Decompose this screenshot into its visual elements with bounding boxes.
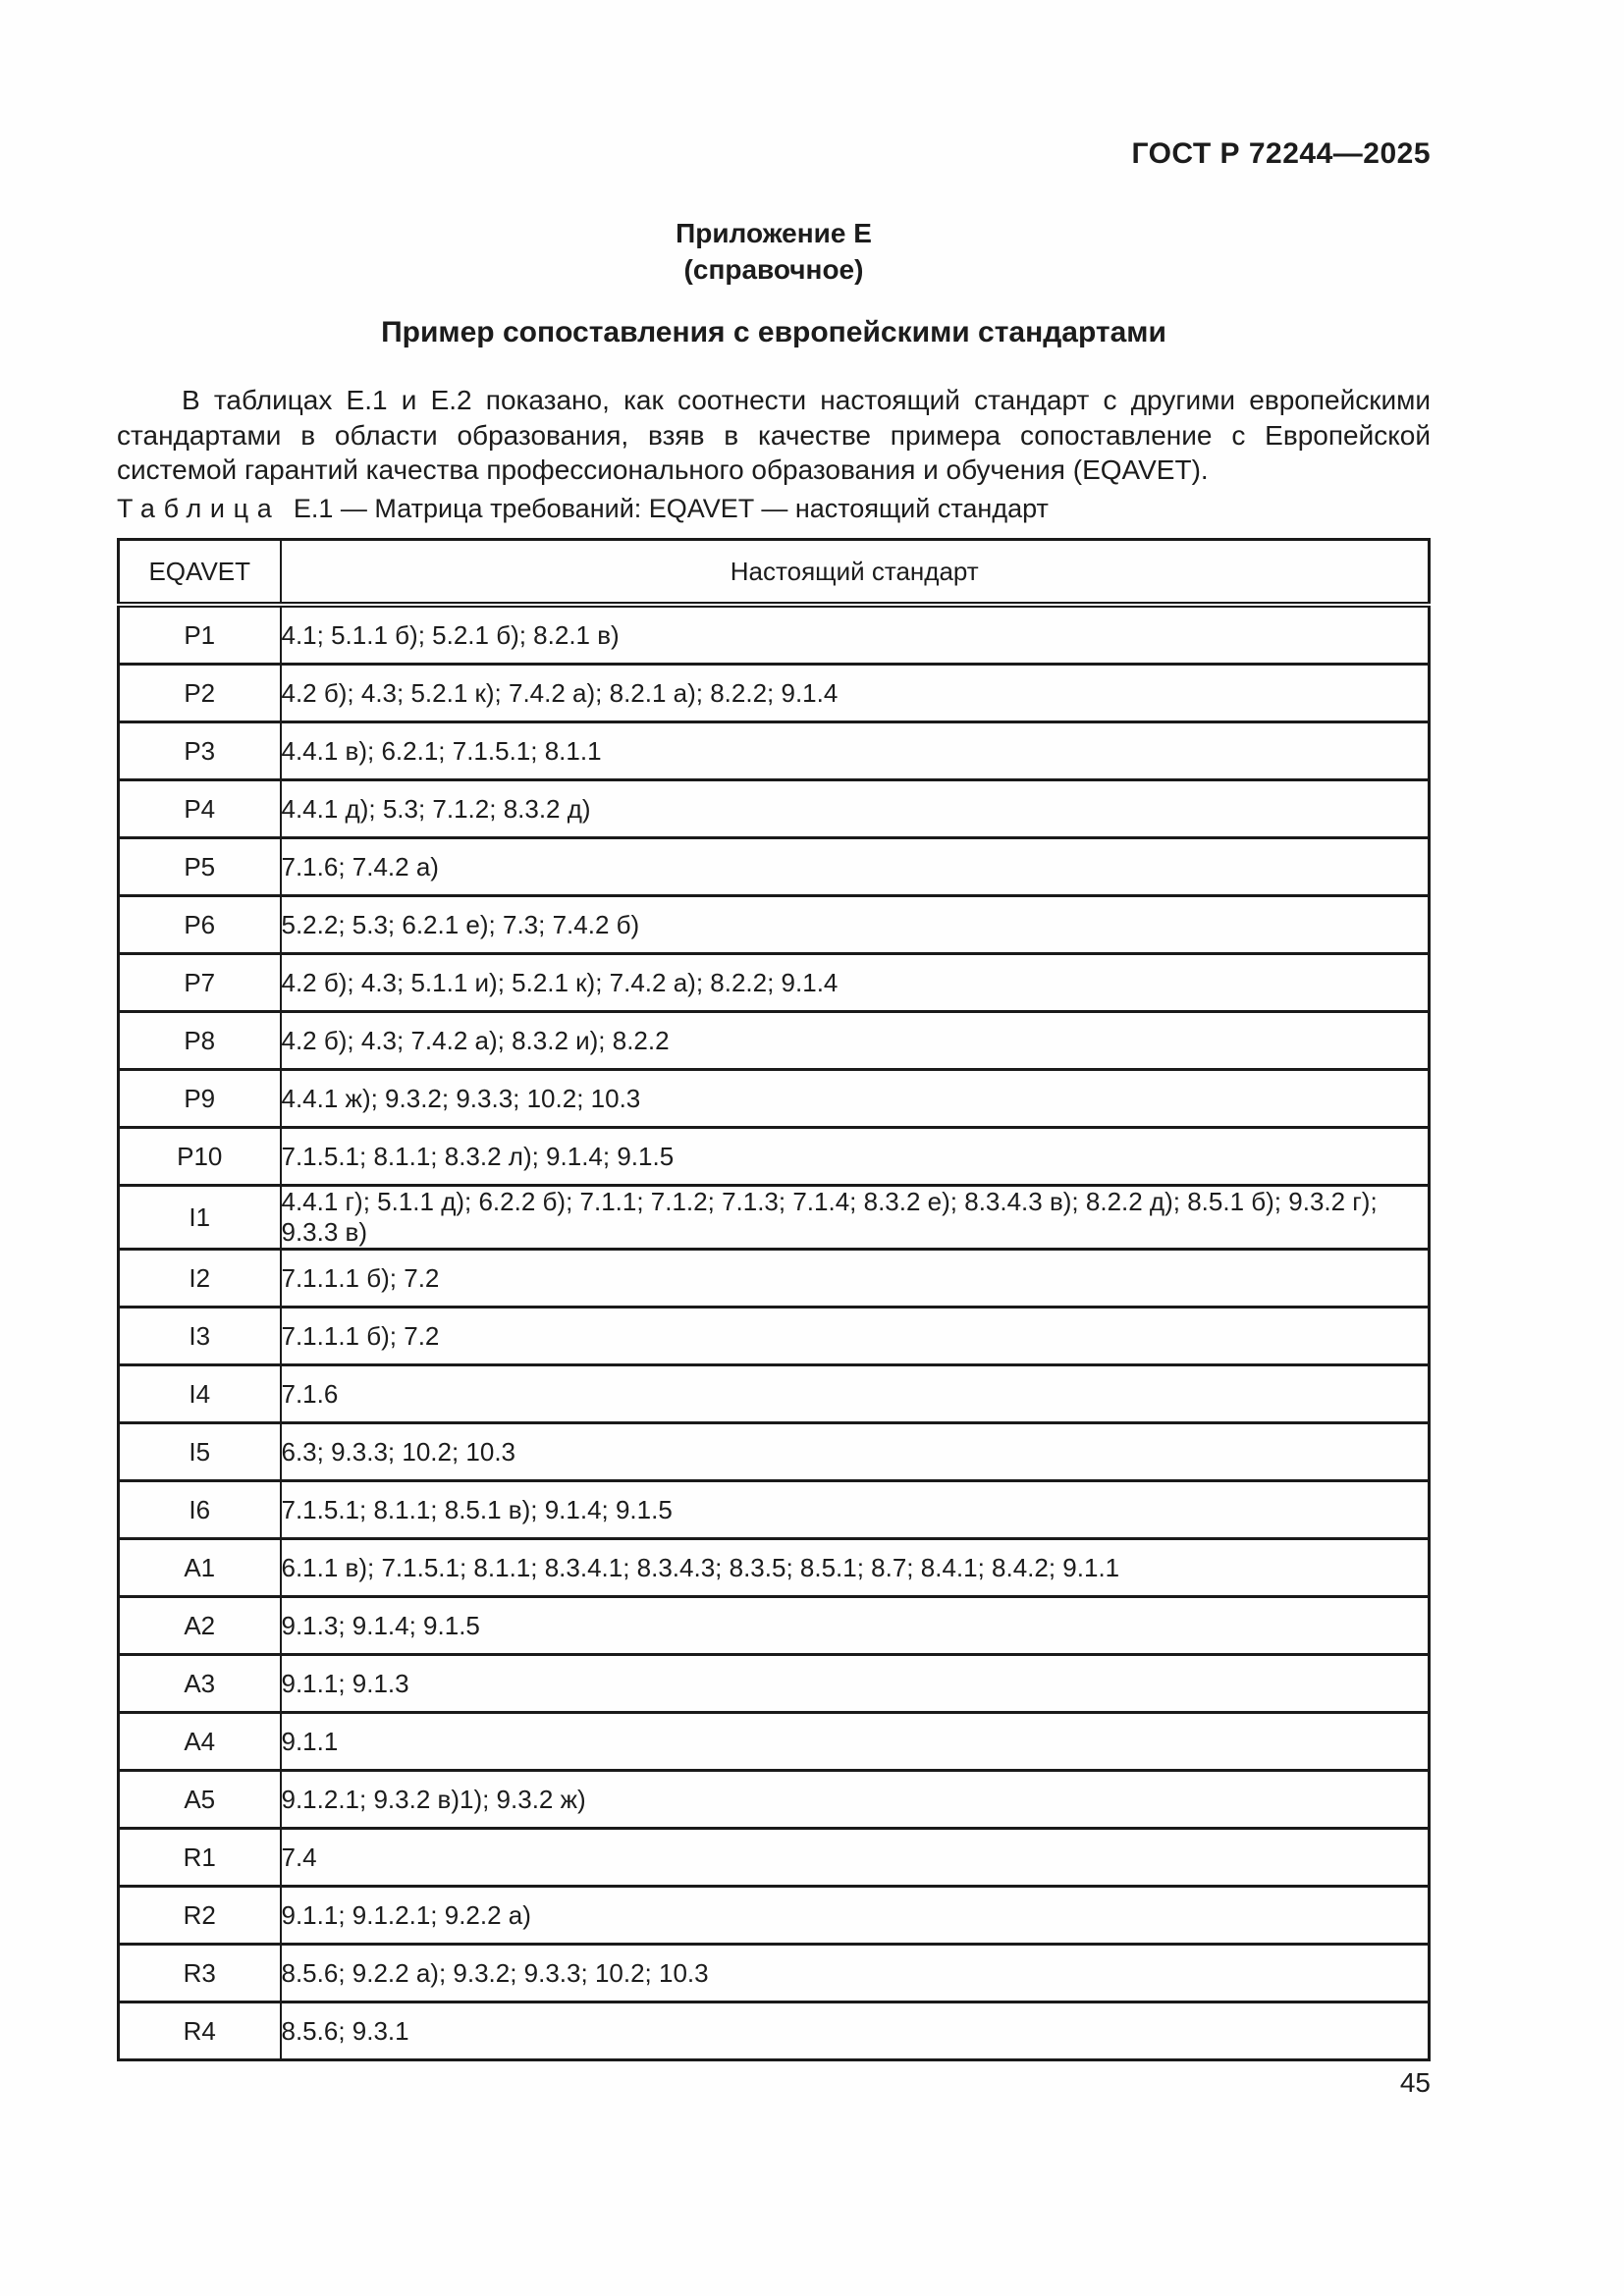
intro-paragraph: В таблицах Е.1 и Е.2 показано, как соотнести настоящий стандарт с другими европейскими стандартами в области образования, взяв в качестве примера сопоставление с Европейской системой гарантий качества профессионального образования и обучения (EQAVET). [117, 385, 1431, 485]
table-row [119, 1771, 1430, 1829]
eqavet-code-cell: I5 [119, 1423, 281, 1481]
table-row [119, 665, 1430, 722]
standard-refs-cell: 8.5.6; 9.2.2 а); 9.3.2; 9.3.3; 10.2; 10.3 [281, 1945, 1430, 2002]
standard-refs-cell: 4.4.1 г); 5.1.1 д); 6.2.2 б); 7.1.1; 7.1.2; 7.1.3; 7.1.4; 8.3.2 е); 8.3.4.3 в); 8.2.2 д); 8.5.1 б); 9.3.2 г); 9.3.3 в) [281, 1186, 1430, 1250]
table-row [119, 896, 1430, 954]
table-row [119, 1655, 1430, 1713]
appendix-heading [117, 215, 1431, 288]
eqavet-code-cell: P5 [119, 838, 281, 896]
table-row [119, 1070, 1430, 1128]
standard-refs-cell: 4.4.1 д); 5.3; 7.1.2; 8.3.2 д) [281, 780, 1430, 838]
standard-refs-cell: 4.1; 5.1.1 б); 5.2.1 б); 8.2.1 в) [281, 605, 1430, 665]
eqavet-code-cell: I2 [119, 1250, 281, 1308]
table-row [119, 1597, 1430, 1655]
standard-refs-cell: 7.1.5.1; 8.1.1; 8.3.2 л); 9.1.4; 9.1.5 [281, 1128, 1430, 1186]
eqavet-code-cell: A4 [119, 1713, 281, 1771]
eqavet-code-cell: P7 [119, 954, 281, 1012]
table-row [119, 1365, 1430, 1423]
requirements-matrix-table [117, 538, 1431, 2061]
table-row [119, 1829, 1430, 1887]
eqavet-code-cell: A2 [119, 1597, 281, 1655]
standard-refs-cell: 8.5.6; 9.3.1 [281, 2002, 1430, 2060]
eqavet-code-cell: P8 [119, 1012, 281, 1070]
standard-refs-cell: 4.2 б); 4.3; 5.1.1 и); 5.2.1 к); 7.4.2 а); 8.2.2; 9.1.4 [281, 954, 1430, 1012]
eqavet-code-cell: P9 [119, 1070, 281, 1128]
eqavet-code-cell: P1 [119, 605, 281, 665]
standard-refs-cell: 5.2.2; 5.3; 6.2.1 е); 7.3; 7.4.2 б) [281, 896, 1430, 954]
table-row [119, 838, 1430, 896]
document-code-header: ГОСТ Р 72244—2025 [1131, 137, 1431, 170]
standard-refs-cell: 7.1.1.1 б); 7.2 [281, 1308, 1430, 1365]
standard-refs-cell: 9.1.2.1; 9.3.2 в)1); 9.3.2 ж) [281, 1771, 1430, 1829]
standard-refs-cell: 4.2 б); 4.3; 7.4.2 а); 8.3.2 и); 8.2.2 [281, 1012, 1430, 1070]
eqavet-code-cell: R4 [119, 2002, 281, 2060]
section-title: Пример сопоставления с европейскими стандартами [381, 316, 1166, 348]
eqavet-code-cell: R3 [119, 1945, 281, 2002]
standard-refs-cell: 7.4 [281, 1829, 1430, 1887]
table-row [119, 1250, 1430, 1308]
column-header-eqavet: EQAVET [119, 540, 281, 606]
standard-refs-cell: 7.1.5.1; 8.1.1; 8.5.1 в); 9.1.4; 9.1.5 [281, 1481, 1430, 1539]
standard-refs-cell: 7.1.1.1 б); 7.2 [281, 1250, 1430, 1308]
table-row [119, 954, 1430, 1012]
table-header [119, 540, 1430, 606]
eqavet-code-cell: P4 [119, 780, 281, 838]
eqavet-code-cell: R1 [119, 1829, 281, 1887]
standard-refs-cell: 7.1.6 [281, 1365, 1430, 1423]
appendix-title: Приложение Е [676, 218, 872, 248]
eqavet-code-cell: I4 [119, 1365, 281, 1423]
eqavet-code-cell: A3 [119, 1655, 281, 1713]
standard-refs-cell: 4.4.1 ж); 9.3.2; 9.3.3; 10.2; 10.3 [281, 1070, 1430, 1128]
standard-refs-cell: 9.1.1; 9.1.3 [281, 1655, 1430, 1713]
standard-refs-cell: 6.1.1 в); 7.1.5.1; 8.1.1; 8.3.4.1; 8.3.4.3; 8.3.5; 8.5.1; 8.7; 8.4.1; 8.4.2; 9.1.1 [281, 1539, 1430, 1597]
appendix-note: (справочное) [683, 254, 864, 285]
standard-refs-cell: 9.1.1; 9.1.2.1; 9.2.2 а) [281, 1887, 1430, 1945]
table-row [119, 780, 1430, 838]
eqavet-code-cell: P6 [119, 896, 281, 954]
eqavet-code-cell: A1 [119, 1539, 281, 1597]
standard-refs-cell: 9.1.3; 9.1.4; 9.1.5 [281, 1597, 1430, 1655]
table-row [119, 605, 1430, 665]
table-row [119, 1012, 1430, 1070]
eqavet-code-cell: A5 [119, 1771, 281, 1829]
table-row [119, 1186, 1430, 1250]
table-row [119, 1539, 1430, 1597]
standard-refs-cell: 4.2 б); 4.3; 5.2.1 к); 7.4.2 а); 8.2.1 а); 8.2.2; 9.1.4 [281, 665, 1430, 722]
table-row [119, 1128, 1430, 1186]
table-caption-text: Е.1 — Матрица требований: EQAVET — настоящий стандарт [293, 494, 1049, 523]
page-number: 45 [1399, 2067, 1431, 2098]
table-row [119, 1945, 1430, 2002]
eqavet-code-cell: P10 [119, 1128, 281, 1186]
table-caption [117, 494, 1431, 524]
table-row [119, 2002, 1430, 2060]
table-row [119, 1481, 1430, 1539]
table-row [119, 1713, 1430, 1771]
table-row [119, 1423, 1430, 1481]
table-row [119, 722, 1430, 780]
table-row [119, 1308, 1430, 1365]
table-body [119, 605, 1430, 2060]
eqavet-code-cell: I6 [119, 1481, 281, 1539]
eqavet-code-cell: P3 [119, 722, 281, 780]
eqavet-code-cell: I3 [119, 1308, 281, 1365]
eqavet-code-cell: R2 [119, 1887, 281, 1945]
eqavet-code-cell: P2 [119, 665, 281, 722]
standard-refs-cell: 9.1.1 [281, 1713, 1430, 1771]
eqavet-code-cell: I1 [119, 1186, 281, 1250]
table-header-row [119, 540, 1430, 606]
column-header-standard: Настоящий стандарт [281, 540, 1430, 606]
table-caption-label: Таблица [117, 494, 281, 523]
table-row [119, 1887, 1430, 1945]
standard-refs-cell: 4.4.1 в); 6.2.1; 7.1.5.1; 8.1.1 [281, 722, 1430, 780]
standard-refs-cell: 6.3; 9.3.3; 10.2; 10.3 [281, 1423, 1430, 1481]
standard-refs-cell: 7.1.6; 7.4.2 а) [281, 838, 1430, 896]
